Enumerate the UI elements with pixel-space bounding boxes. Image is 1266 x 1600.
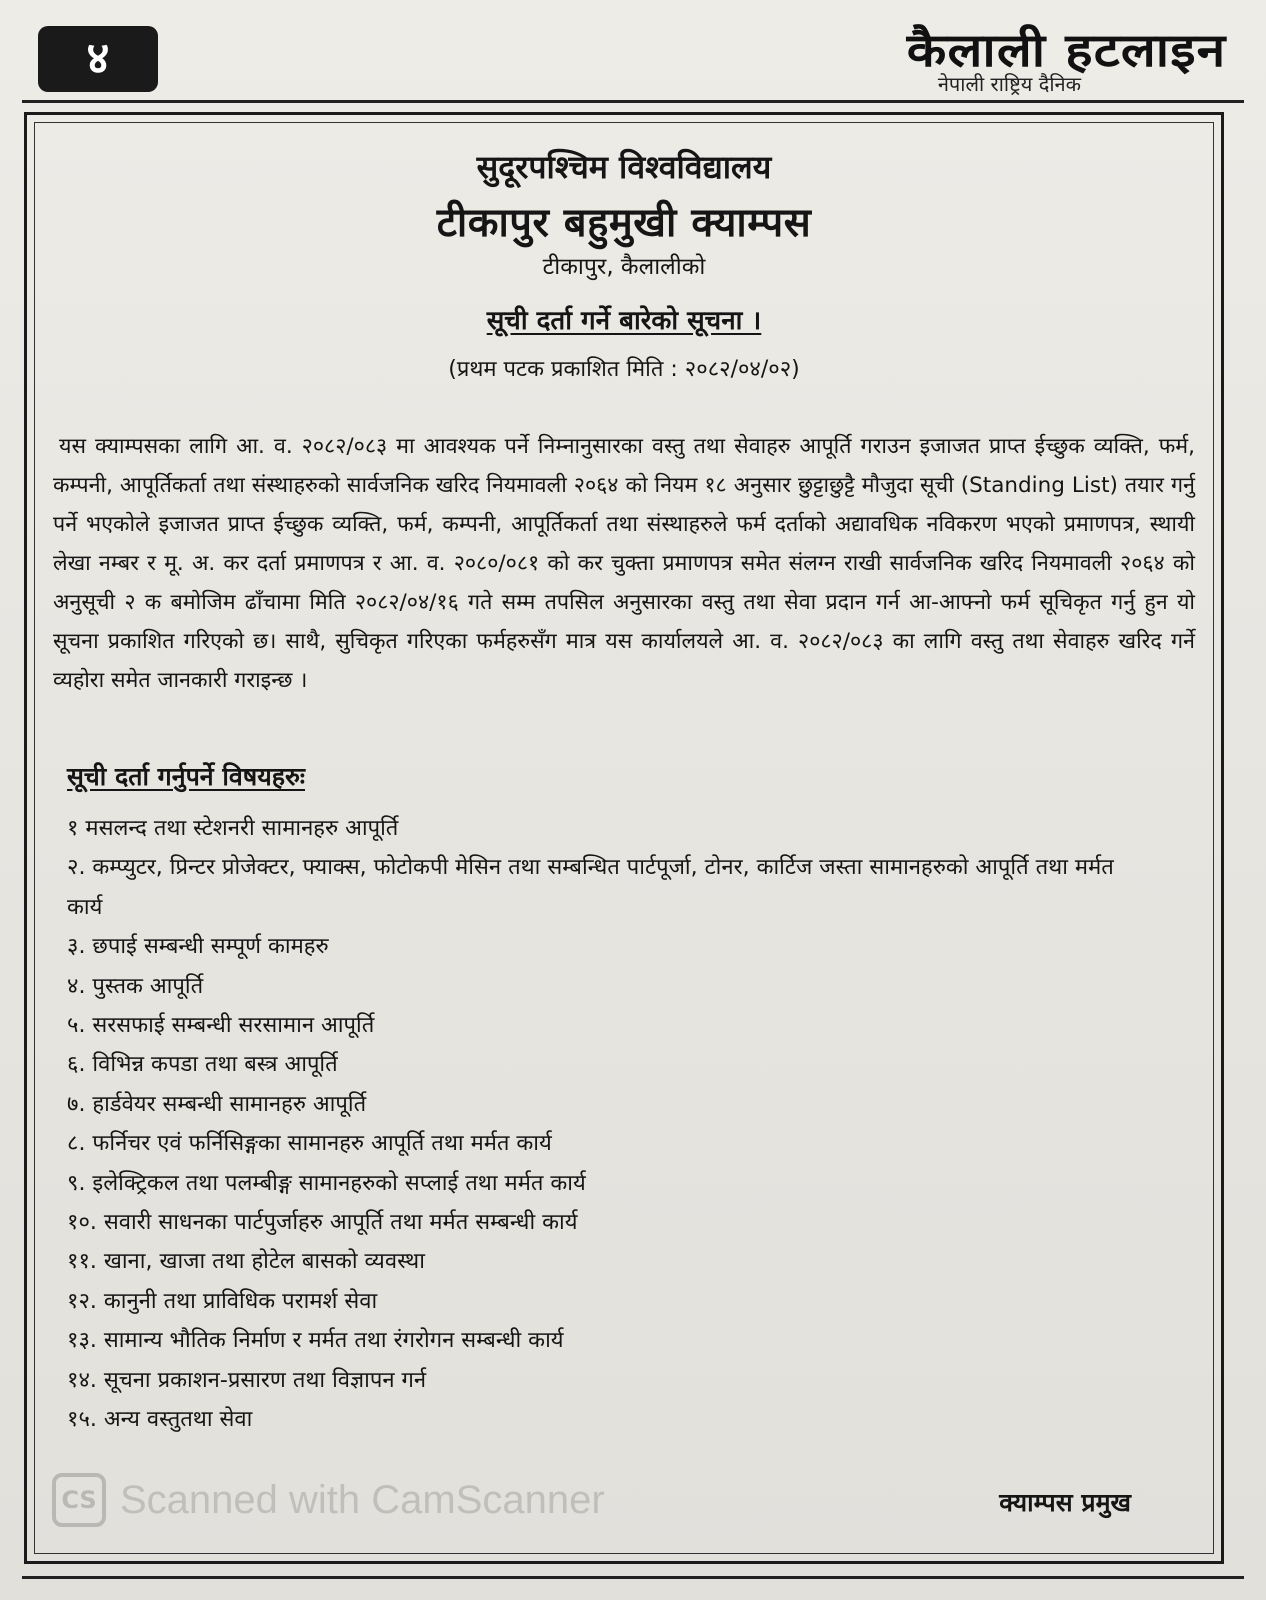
list-item: १३. सामान्य भौतिक निर्माण र मर्मत तथा रंगरोगन सम्बन्धी कार्य	[67, 1328, 564, 1354]
list-item: ३. छपाई सम्बन्धी सम्पूर्ण कामहरु	[67, 934, 329, 960]
camscanner-logo-icon: CS	[52, 1473, 106, 1527]
public-notice	[24, 112, 1224, 1564]
first-published-date: (प्रथम पटक प्रकाशित मिति : २०८२/०४/०२)	[448, 357, 800, 382]
list-item: २. कम्प्युटर, प्रिन्टर प्रोजेक्टर, फ्याक्स, फोटोकपी मेसिन तथा सम्बन्धित पार्टपूर्जा, टोनर, कार्टिज जस्ता सामानहरुको आपूर्ति तथा मर्मत कार्य	[67, 855, 1114, 920]
notice-title-text: सूची दर्ता गर्ने बारेको सूचना ।	[486, 306, 762, 336]
list-item: १२. कानुनी तथा प्राविधिक परामर्श सेवा	[67, 1288, 378, 1314]
list-item: १५. अन्य वस्तुतथा सेवा	[67, 1407, 253, 1433]
list-item: १०. सवारी साधनका पार्टपुर्जाहरु आपूर्ति तथा मर्मत सम्बन्धी कार्य	[67, 1210, 578, 1236]
notice-title	[27, 301, 1221, 337]
masthead-divider	[22, 100, 1244, 103]
list-item: ४. पुस्तक आपूर्ति	[67, 973, 204, 999]
page-number-badge: ४	[38, 26, 158, 92]
campus-name: टीकापुर बहुमुखी क्याम्पस	[436, 200, 812, 246]
list-item: ७. हार्डवेयर सम्बन्धी सामानहरु आपूर्ति	[67, 1091, 367, 1117]
registration-items-list	[67, 809, 1131, 1440]
list-item: ५. सरसफाई सम्बन्धी सरसामान आपूर्ति	[67, 1013, 375, 1039]
scanner-watermark	[52, 1470, 605, 1530]
campus-location: टीकापुर, कैलालीको	[542, 254, 706, 280]
watermark-text: Scanned with CamScanner	[120, 1477, 605, 1522]
bottom-divider	[22, 1576, 1244, 1579]
university-name: सुदूरपश्चिम विश्वविद्यालय	[476, 148, 772, 186]
newspaper-name: कैलाली हटलाइन	[906, 23, 1226, 77]
list-item: १ मसलन्द तथा स्टेशनरी सामानहरु आपूर्ति	[67, 816, 399, 841]
signature-title: क्याम्पस प्रमुख	[999, 1488, 1131, 1517]
masthead	[0, 0, 1266, 110]
newspaper-tagline: नेपाली राष्ट्रिय दैनिक	[937, 72, 1081, 96]
list-item: ११. खाना, खाजा तथा होटेल बासको व्यवस्था	[67, 1249, 425, 1275]
list-item: ९. इलेक्ट्रिकल तथा पलम्बीङ्ग सामानहरुको सप्लाई तथा मर्मत कार्य	[67, 1170, 586, 1196]
list-item: ६. विभिन्न कपडा तथा बस्त्र आपूर्ति	[67, 1052, 338, 1078]
notice-body: यस क्याम्पसका लागि आ. व. २०८२/०८३ मा आवश्यक पर्ने निम्नानुसारका वस्तु तथा सेवाहरु आपूर्ति गराउन इजाजत प्राप्त ईच्छुक व्यक्ति, फर्म, कम्पनी, आपूर्तिकर्ता तथा संस्थाहरुको सार्वजनिक खरिद नियमावली २०६४ को नियम १८ अनुसार छुट्टाछुट्टै मौजुदा सूची (Standing List) तयार गर्नु पर्ने भएकोले इजाजत प्राप्त ईच्छुक व्यक्ति, फर्म, कम्पनी, आपूर्तिकर्ता तथा संस्थाहरुले फर्म दर्ताको अद्यावधिक नविकरण भएको प्रमाणपत्र, स्थायी लेखा नम्बर र मू. अ. कर दर्ता प्रमाणपत्र र आ. व. २०८०/०८१ को कर चुक्ता प्रमाणपत्र समेत संलग्न राखी सार्वजनिक खरिद नियमावली २०६४ को अनुसूची २ क बमोजिम ढाँचामा मिति २०८२/०४/१६ गते सम्म तपसिल अनुसारका वस्तु तथा सेवा प्रदान गर्न आ-आफ्नो फर्म सूचिकृत गर्नु हुन यो सूचना प्रकाशित गरिएको छ। साथै, सुचिकृत गरिएका फर्महरुसँग मात्र यस कार्यालयले आ. व. २०८२/०८३ का लागि वस्तु तथा सेवाहरु खरिद गर्ने व्यहोरा समेत जानकारी गराइन्छ ।	[53, 433, 1195, 693]
list-item: ८. फर्निचर एवं फर्निसिङ्गका सामानहरु आपूर्ति तथा मर्मत कार्य	[67, 1131, 552, 1157]
list-item: १४. सूचना प्रकाशन-प्रसारण तथा विज्ञापन गर्न	[67, 1367, 427, 1393]
list-heading: सूची दर्ता गर्नुपर्ने विषयहरुः	[67, 762, 305, 791]
